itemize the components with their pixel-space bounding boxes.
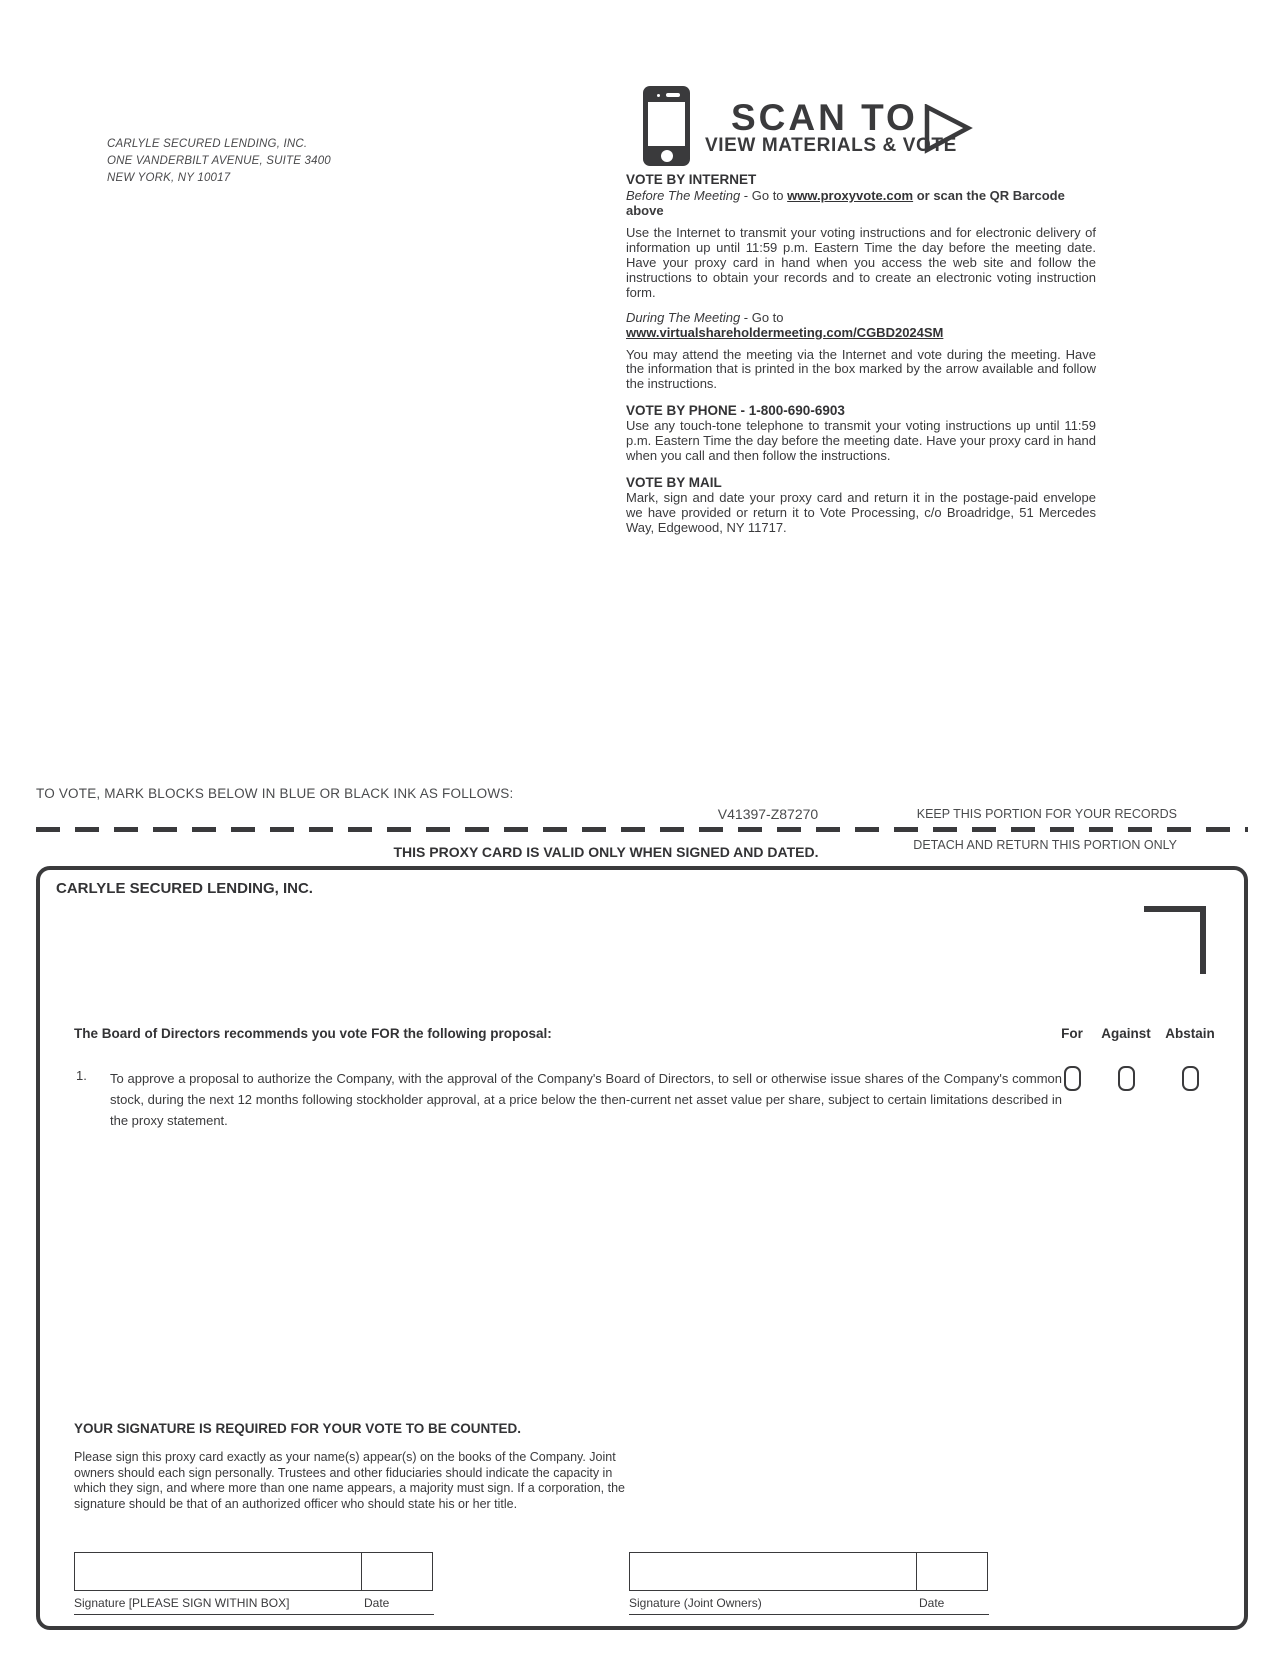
signature-required-notice: YOUR SIGNATURE IS REQUIRED FOR YOUR VOTE TO BE COUNTED. [74,1421,522,1436]
vote-by-phone-heading: VOTE BY PHONE - 1-800-690-6903 [626,403,845,419]
perforation-dashed-line [36,827,1248,832]
before-meeting-tail: or scan the QR Barcode above [626,188,1065,218]
primary-signature-labels [74,1596,434,1615]
internet-during-body: You may attend the meeting via the Internet and vote during the meeting. Have the information that is printed in the box marked by the arrow available and follow the instructions. [626,346,1096,392]
primary-signature-label: Signature [PLEASE SIGN WITHIN BOX] [74,1596,290,1610]
primary-signature-group [74,1552,433,1591]
proxyvote-link[interactable]: www.proxyvote.com [787,188,914,203]
control-box-corner-mark [1144,906,1206,974]
against-header: Against [1101,1026,1151,1041]
primary-date-box[interactable] [362,1552,433,1591]
valid-when-signed-note: THIS PROXY CARD IS VALID ONLY WHEN SIGNED AND DATED. [393,844,819,860]
keep-portion-note: KEEP THIS PORTION FOR YOUR RECORDS [916,807,1177,821]
card-company-name: CARLYLE SECURED LENDING, INC. [56,880,313,897]
scan-to-subtitle: VIEW MATERIALS & VOTE [705,135,957,156]
proxy-card [36,866,1248,1630]
joint-signature-labels [629,1596,989,1615]
phone-home-button [661,150,673,162]
joint-signature-label: Signature (Joint Owners) [629,1596,762,1610]
mail-body: Mark, sign and date your proxy card and return it in the postage-paid envelope we have provided or return it to Vote Processing, c/o Broadridge, 51 Mercedes Way, Edgewood, NY 11717. [626,489,1096,535]
joint-date-box[interactable] [917,1552,988,1591]
joint-date-label: Date [919,1596,945,1610]
control-number: V41397-Z87270 [717,806,819,822]
board-recommendation: The Board of Directors recommends you vote FOR the following proposal: [74,1026,552,1041]
return-address-company: CARLYLE SECURED LENDING, INC. [107,138,308,150]
phone-camera-dot [657,94,660,97]
for-header: For [1061,1026,1083,1041]
vote-by-internet-heading: VOTE BY INTERNET [626,172,757,187]
return-address-street: ONE VANDERBILT AVENUE, SUITE 3400 [107,155,331,167]
vote-options-header [1052,1026,1220,1041]
proposal1-number: 1. [76,1068,87,1083]
abstain-header: Abstain [1165,1026,1215,1041]
arrow-right-icon [922,104,974,154]
internet-before-body: Use the Internet to transmit your voting instructions and for electronic delivery of information up until 11:59 p.m. Eastern Time the day before the meeting date. Have your proxy card in hand when you access the web site and follow the instructions to obtain your records and to create an electronic voting instruction form. [626,225,1096,300]
before-meeting-goto: - Go to [740,188,788,203]
vote-instructions-column [626,172,1096,536]
proposal1-text: To approve a proposal to authorize the Company, with the approval of the Company's Board of Directors, to sell or otherwise issue shares of the Company's common stock, during the next 12 months following stockholder approval, at a price below the then-current net asset value per share, subject to certain limitations described in the proxy statement. [110,1071,1062,1128]
primary-date-label: Date [364,1596,390,1610]
during-meeting-goto: - Go to [740,309,784,325]
phone-speaker-bar [666,93,680,97]
detach-portion-note: DETACH AND RETURN THIS PORTION ONLY [913,838,1177,852]
during-meeting-line [626,310,1096,340]
mark-blocks-instruction: TO VOTE, MARK BLOCKS BELOW IN BLUE OR BLACK INK AS FOLLOWS: [36,786,514,801]
proposal1-vote-boxes [1052,1066,1220,1091]
proposal1-against-checkbox[interactable] [1118,1066,1135,1091]
smartphone-icon [643,86,690,166]
phone-body: Use any touch-tone telephone to transmit your voting instructions up until 11:59 p.m. Eastern Time the day before the meeting date. Have your proxy card in hand when you call and then follow the instructions. [626,418,1096,464]
virtual-meeting-link[interactable]: www.virtualshareholdermeeting.com/CGBD2024SM [626,324,944,340]
before-meeting-line [626,188,1096,218]
primary-signature-box[interactable] [74,1552,362,1591]
return-address [107,136,331,187]
return-address-city: NEW YORK, NY 10017 [107,172,231,184]
during-meeting-label: During The Meeting [626,309,741,325]
proposal1-abstain-checkbox[interactable] [1182,1066,1199,1091]
signature-instructions: Please sign this proxy card exactly as your name(s) appear(s) on the books of the Company. Joint owners should each sign personally. Trustees and other fiduciaries should indicate the capacity in which they sign, and where more than one name appears, a majority must sign. If a corporation, the signature should be that of an authorized officer who should state his or her title. [74,1450,625,1511]
before-meeting-label: Before The Meeting [626,188,741,203]
scan-to-title: SCAN TO [731,97,918,138]
proposal1-for-checkbox[interactable] [1064,1066,1081,1091]
phone-screen [648,102,685,146]
joint-signature-box[interactable] [629,1552,917,1591]
joint-signature-group [629,1552,988,1591]
vote-by-mail-heading: VOTE BY MAIL [626,474,722,490]
